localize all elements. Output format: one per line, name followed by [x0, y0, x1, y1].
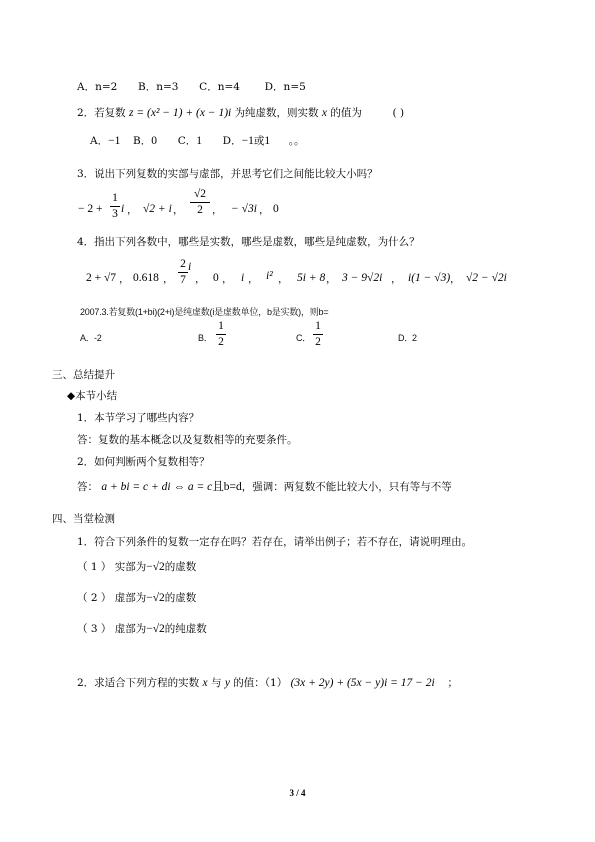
question-2-options: [90, 134, 305, 148]
option-a-label: A．: [90, 135, 109, 147]
var-x: x: [202, 677, 208, 689]
q5-option-c-fraction: [313, 320, 323, 349]
question-2-mid: 为纯虚数，则实数: [234, 107, 319, 119]
number-3-num: 2: [180, 258, 186, 270]
number-3-fraction: [178, 258, 188, 287]
number-3-den: 7: [180, 274, 186, 286]
answer-paren: ( ): [392, 107, 405, 119]
number-9: i(1 − √3): [408, 272, 451, 284]
section-3-subtitle: ◆本节小结: [67, 390, 118, 402]
number-6: i²: [266, 270, 273, 282]
expr-1-lead: − 2 +: [78, 203, 103, 215]
question-2-formula: z = (x² − 1) + (x − 1)i: [129, 107, 232, 119]
prev-question-options: [77, 80, 306, 94]
equality-condition: 且b=d: [212, 481, 242, 493]
trailing-dots: 。。: [288, 135, 305, 147]
option-b-label: B．: [133, 135, 152, 147]
q5-option-d-value: 2: [412, 333, 417, 343]
expr-3-fraction: [190, 188, 210, 217]
section-3-title: 三、总结提升: [52, 369, 115, 381]
expr-2: √2 + i: [143, 203, 172, 215]
q5-option-a-label: A．: [80, 333, 95, 343]
check-question-2-mid: 的值：（1）: [233, 677, 288, 689]
q5-option-b-num: 1: [218, 320, 224, 332]
sep: ，: [248, 273, 259, 285]
check-item-2-value: −√2: [146, 592, 165, 604]
check-item-3-label: （ 3 ） 虚部为: [77, 623, 147, 635]
summary-answer-1: 答：复数的基本概念以及复数相等的充要条件。: [77, 434, 298, 446]
question-4: 4．指出下列各数中，哪些是实数，哪些是虚数，哪些是纯虚数，为什么？: [77, 236, 420, 248]
check-item-2-label: （ 2 ） 虚部为: [77, 592, 147, 604]
option-d-label: D．: [222, 135, 242, 147]
number-3-i: i: [188, 261, 192, 273]
number-10: √2 − √2i: [466, 272, 507, 284]
number-4: 0: [213, 272, 219, 284]
expr-1-i: i: [121, 203, 125, 215]
expr-5: 0: [273, 203, 279, 215]
check-item-1-tail: 的虚数: [164, 561, 197, 573]
check-question-1: 1．符合下列条件的复数一定存在吗？若存在，请举出例子；若不存在，请说明理由。: [77, 536, 473, 548]
answer-label: 答：: [77, 481, 98, 493]
q5-option-c-den: 2: [315, 336, 321, 348]
summary-answer-2: [77, 480, 452, 494]
option-b-value: 0: [151, 135, 157, 147]
q5-option-b-den: 2: [218, 336, 224, 348]
sep: ，: [391, 273, 402, 285]
check-question-2: [77, 676, 458, 690]
page-number: 3 / 4: [289, 788, 306, 798]
sep: ，: [119, 273, 130, 285]
check-item-1-value: −√2: [146, 561, 165, 573]
number-7: 5i + 8: [297, 272, 326, 284]
check-item-2: [77, 591, 196, 605]
equality-formula: a + bi = c + di ⇔ a = c: [101, 481, 213, 493]
sep-1: ，: [127, 204, 138, 216]
sep-4: ，: [259, 204, 270, 216]
number-1: 2 + √7: [86, 272, 117, 284]
expr-4: − √3i: [231, 203, 257, 215]
question-2-number: 2．若复数: [77, 107, 126, 119]
equation-end: ；: [447, 677, 458, 689]
question-3: 3．说出下列复数的实部与虚部，并思考它们之间能比较大小吗？: [77, 168, 378, 180]
expr-1-den: 3: [112, 208, 118, 220]
expr-1-num: 1: [112, 192, 118, 204]
option-b: B．n=3: [138, 81, 179, 93]
question-2-var: x: [321, 107, 328, 119]
check-item-3-tail: 的纯虚数: [164, 623, 207, 635]
sep: ，: [450, 273, 461, 285]
check-item-1: [77, 560, 196, 574]
sep: ，: [326, 273, 337, 285]
expr-1-fraction: [110, 192, 120, 221]
number-8: 3 − 9√2i: [342, 272, 383, 284]
check-item-1-label: （ 1 ） 实部为: [77, 561, 147, 573]
expr-3-den: 2: [197, 204, 203, 216]
option-d-or: 或: [253, 135, 265, 147]
q5-option-a-value: -2: [94, 333, 102, 343]
option-d-value: −1: [241, 135, 254, 147]
q5-option-b-fraction: [216, 320, 226, 349]
question-2: [77, 106, 404, 120]
sep: ，: [278, 273, 289, 285]
summary-question-2: 2．如何判断两个复数相等？: [77, 456, 210, 468]
equality-note: ，强调：两复数不能比较大小，只有等与不等: [241, 481, 452, 493]
option-a-value: −1: [108, 135, 121, 147]
var-y: y: [224, 677, 230, 689]
number-5: i: [241, 272, 245, 284]
option-d: D．n=5: [264, 81, 306, 93]
q5-option-d-label: D．: [398, 333, 414, 343]
option-a: A．n=2: [77, 81, 118, 93]
expr-3-num: √2: [193, 188, 207, 200]
check-question-2-lead: 2．求适合下列方程的实数: [77, 677, 200, 689]
sep: ，: [222, 273, 233, 285]
question-5-stem: 2007.3.若复数(1+bi)(2+i)是纯虚数(i是虚数单位，b是实数)，则b=: [80, 307, 329, 317]
and-word: 与: [210, 677, 222, 689]
option-c: C．n=4: [199, 81, 240, 93]
q5-option-c-num: 1: [315, 320, 321, 332]
option-c-value: 1: [196, 135, 202, 147]
sep: ，: [163, 273, 174, 285]
option-c-label: C．: [177, 135, 197, 147]
equation: (3x + 2y) + (5x − y)i = 17 − 2i: [290, 677, 435, 689]
sep: ，: [195, 273, 206, 285]
question-2-tail: 的值为: [330, 107, 362, 119]
check-item-3-value: −√2: [146, 623, 165, 635]
q5-option-b-label: B．: [198, 333, 213, 343]
option-d-value-2: 1: [264, 135, 271, 147]
number-2: 0.618: [133, 272, 159, 284]
sep-2: ，: [173, 204, 184, 216]
sep-3: ，: [212, 204, 223, 216]
q5-option-c-label: C．: [296, 333, 312, 343]
check-item-3: [77, 622, 207, 636]
section-4-title: 四、当堂检测: [52, 513, 115, 525]
summary-question-1: 1．本节学习了哪些内容？: [77, 412, 200, 424]
check-item-2-tail: 的虚数: [164, 592, 197, 604]
